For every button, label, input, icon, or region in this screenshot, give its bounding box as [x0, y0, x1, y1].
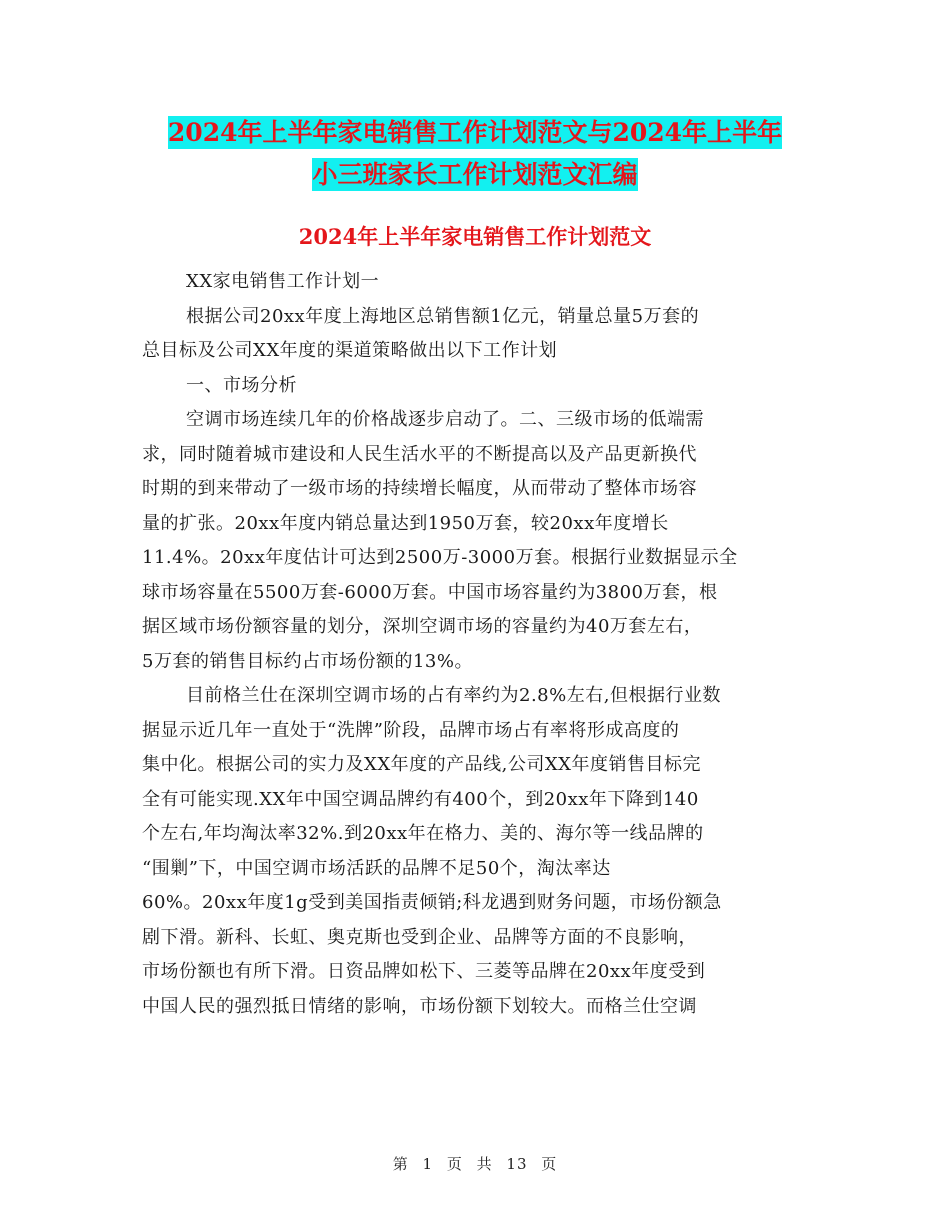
- footer-gong: 共: [476, 1155, 493, 1173]
- page-footer: [0, 1153, 950, 1174]
- paragraph-line: 目前格兰仕在深圳空调市场的占有率约为2.8%左右,但根据行业数: [186, 685, 721, 706]
- paragraph-line: “围剿”下，中国空调市场活跃的品牌不足50个，淘汰率达: [142, 857, 611, 879]
- section-title: 2024年上半年家电销售工作计划范文: [298, 224, 652, 249]
- paragraph-line: 根据公司20xx年度上海地区总销售额1亿元，销量总量5万套的: [186, 305, 700, 327]
- title-line-1: 2024年上半年家电销售工作计划范文与2024年上半年: [167, 118, 783, 147]
- paragraph-line: 60%。20xx年度1g受到美国指责倾销;科龙遇到财务问题，市场份额急: [142, 892, 722, 913]
- paragraph-line: XX家电销售工作计划一: [186, 271, 380, 292]
- footer-total-pages: 13: [506, 1155, 528, 1173]
- paragraph-line: 总目标及公司XX年度的渠道策略做出以下工作计划: [142, 340, 558, 361]
- paragraph-line: 5万套的销售目标约占市场份额的13%。: [142, 650, 473, 672]
- document-title: [140, 112, 810, 196]
- paragraph-line: 个左右,年均淘汰率32%.到20xx年在格力、美的、海尔等一线品牌的: [142, 823, 704, 844]
- paragraph-line: 时期的到来带动了一级市场的持续增长幅度，从而带动了整体市场容: [142, 478, 697, 499]
- paragraph-line: 据显示近几年一直处于“洗牌”阶段，品牌市场占有率将形成高度的: [142, 719, 680, 741]
- footer-page-number: 1: [422, 1155, 434, 1173]
- paragraph-line: 全有可能实现.XX年中国空调品牌约有400个，到20xx年下降到140: [142, 788, 699, 810]
- paragraph-line: 一、市场分析: [186, 374, 297, 396]
- paragraph-line: 中国人民的强烈抵日情绪的影响，市场份额下划较大。而格兰仕空调: [142, 995, 697, 1017]
- paragraph-line: 球市场容量在5500万套-6000万套。中国市场容量约为3800万套，根: [142, 581, 718, 603]
- footer-di: 第: [392, 1155, 409, 1173]
- paragraph-line: 量的扩张。20xx年度内销总量达到1950万套，较20xx年度增长: [142, 512, 669, 534]
- paragraph-line: 11.4%。20xx年度估计可达到2500万-3000万套。根据行业数据显示全: [142, 547, 738, 568]
- title-line-2: 小三班家长工作计划范文汇编: [312, 160, 638, 189]
- paragraph-line: 剧下滑。新科、长虹、奥克斯也受到企业、品牌等方面的不良影响，: [142, 926, 697, 948]
- paragraph-line: 市场份额也有所下滑。日资品牌如松下、三菱等品牌在20xx年度受到: [142, 961, 706, 982]
- footer-ye2: 页: [541, 1155, 558, 1173]
- body-text: [142, 265, 810, 1024]
- footer-ye: 页: [446, 1155, 463, 1173]
- paragraph-line: 空调市场连续几年的价格战逐步启动了。二、三级市场的低端需: [186, 409, 704, 430]
- paragraph-line: 据区域市场份额容量的划分，深圳空调市场的容量约为40万套左右，: [142, 616, 703, 637]
- paragraph-line: 集中化。根据公司的实力及XX年度的产品线,公司XX年度销售目标完: [142, 754, 701, 775]
- paragraph-line: 求，同时随着城市建设和人民生活水平的不断提高以及产品更新换代: [142, 443, 697, 465]
